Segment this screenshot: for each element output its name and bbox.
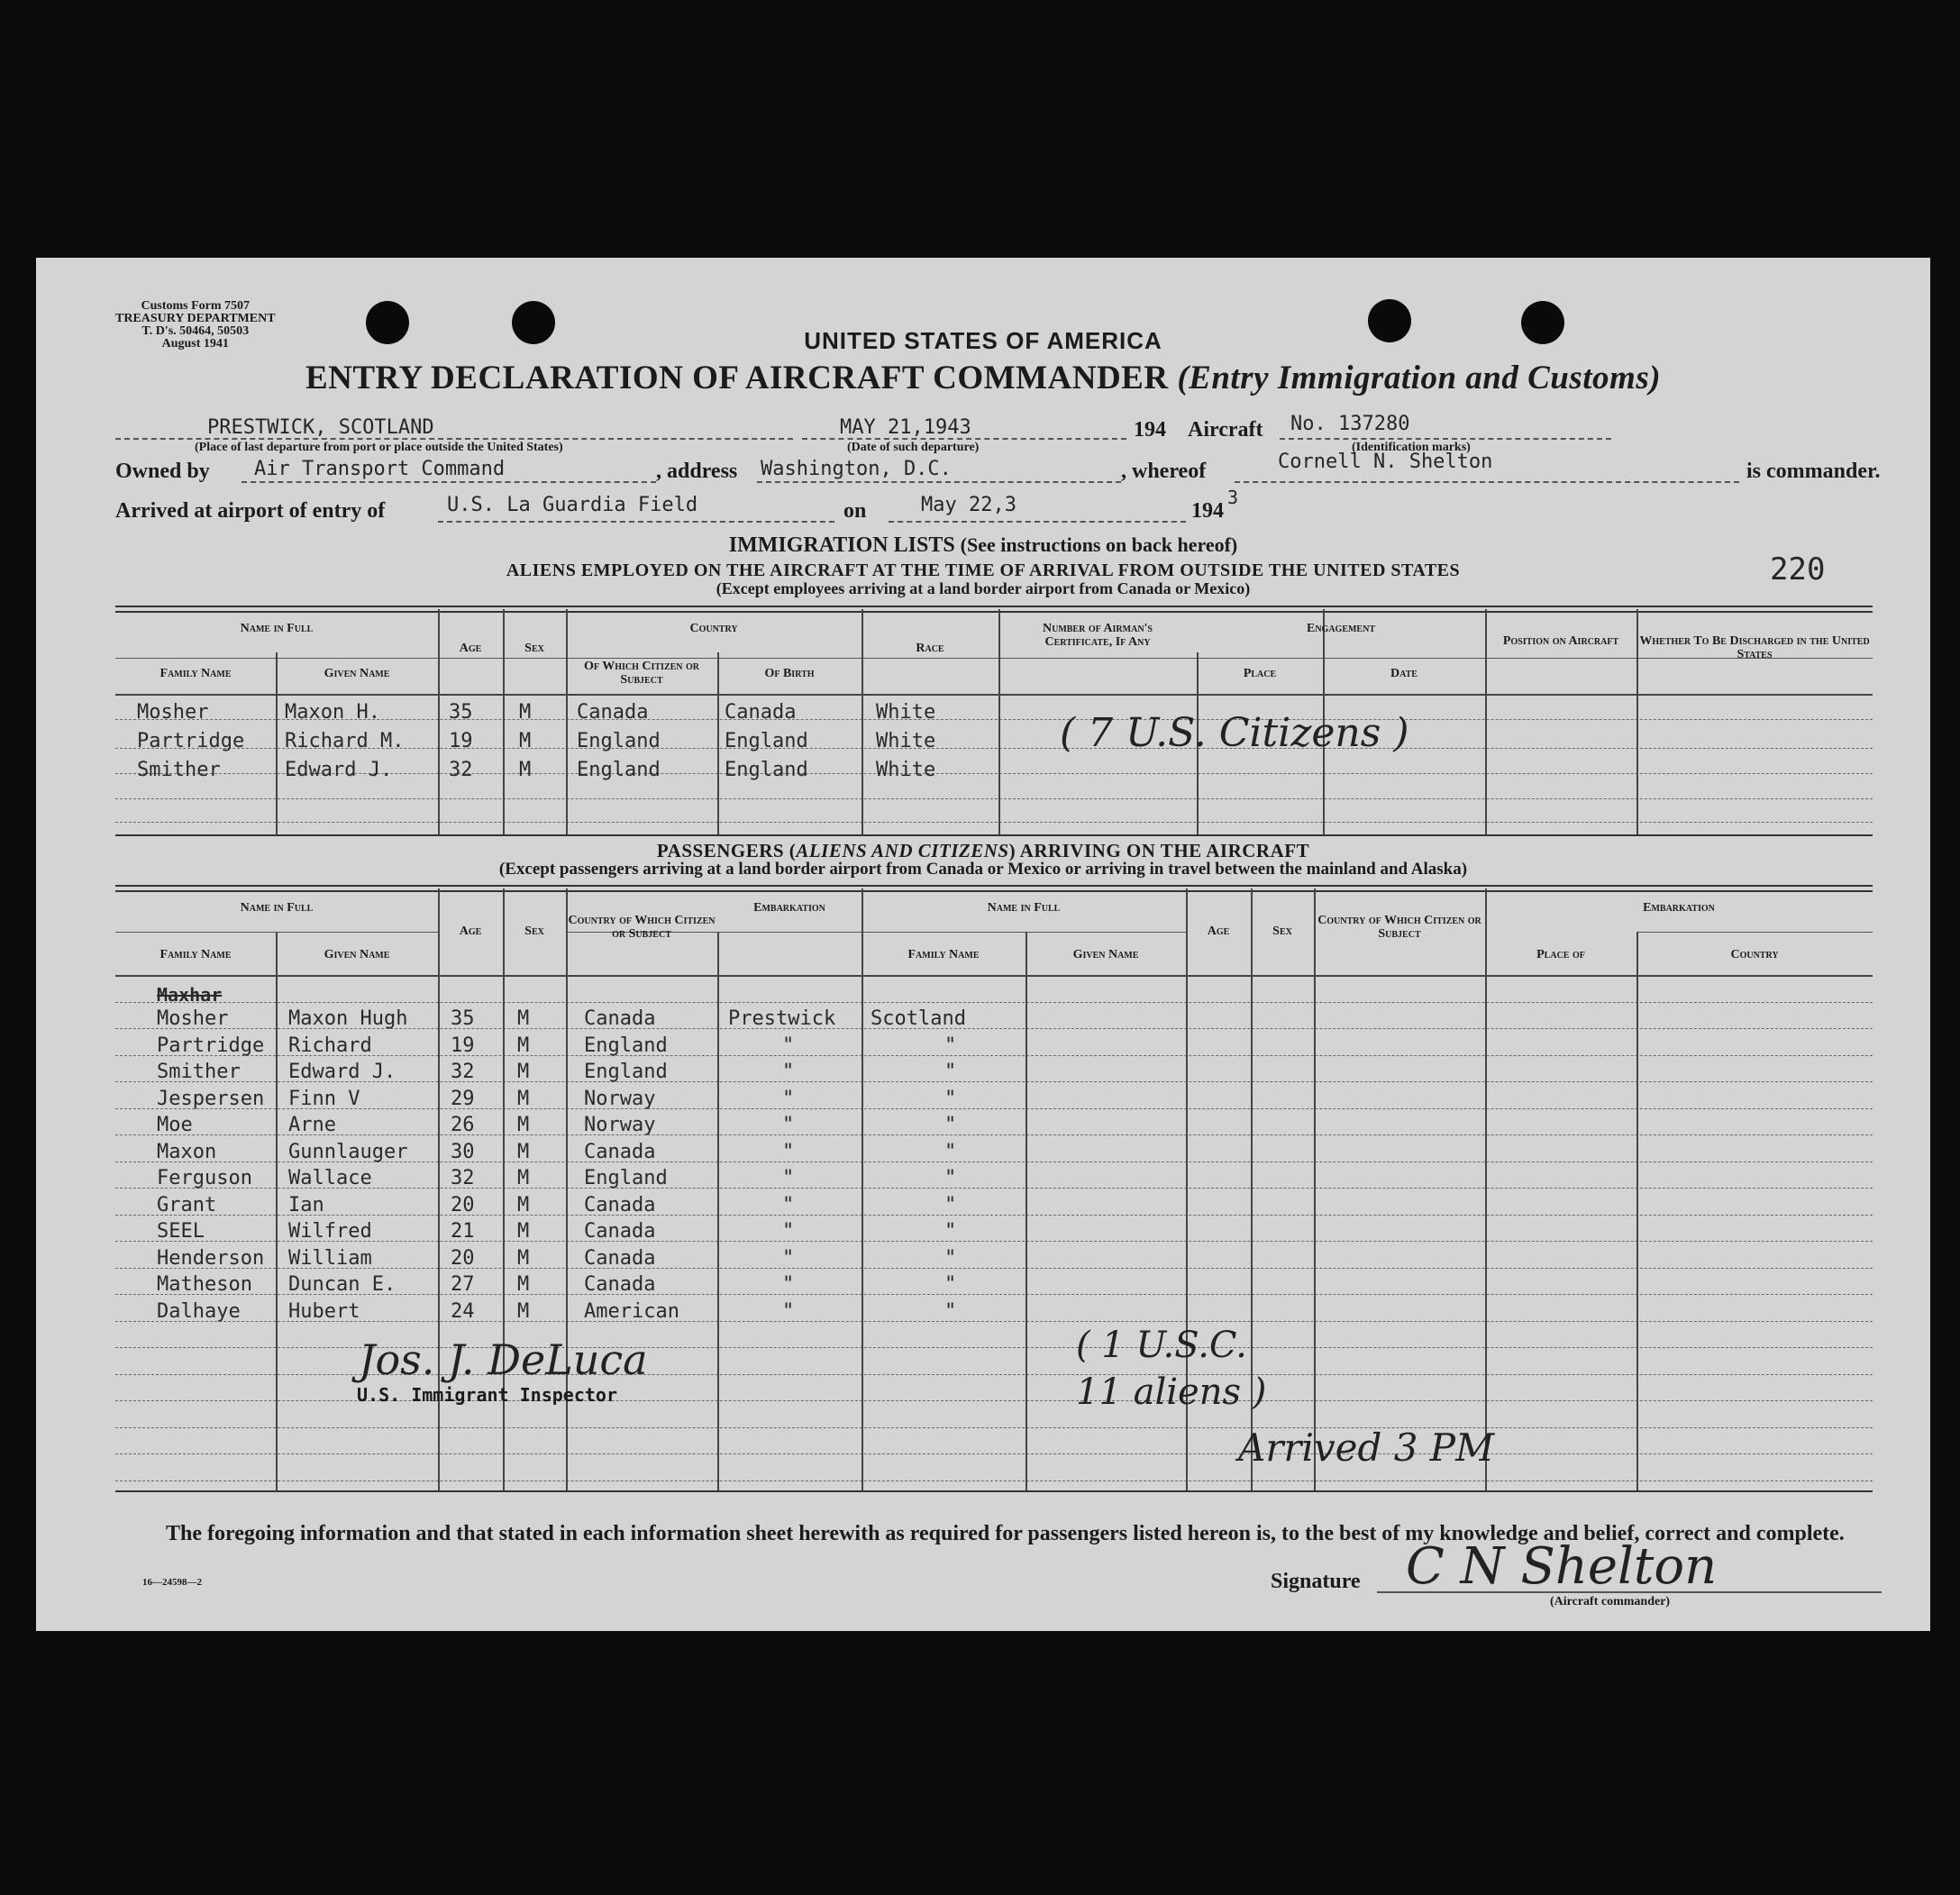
passenger-age-cell: 32 xyxy=(451,1061,475,1083)
passenger-place-cell: " xyxy=(782,1299,795,1323)
title-paren: (Entry Immigration and Customs) xyxy=(1177,360,1662,396)
passenger-place-cell: " xyxy=(782,1034,795,1057)
passenger-sex-cell: M xyxy=(517,1087,530,1110)
print-code: 16—24598—2 xyxy=(142,1577,202,1588)
crew-age-cell: 32 xyxy=(449,759,473,781)
immigration-subtitle-note: (Except employees arriving at a land border airport from Canada or Mexico) xyxy=(716,579,1251,597)
address-label: , address xyxy=(656,460,738,483)
passenger-citizen-cell: Canada xyxy=(584,1220,656,1243)
passenger-given-cell: Gunnlauger xyxy=(288,1140,408,1163)
arrival-airport: U.S. La Guardia Field xyxy=(447,494,698,516)
pass-hdr-sex-2: Sex xyxy=(1272,925,1292,938)
departure-place-caption: (Place of last departure from port or place outside the United States) xyxy=(195,441,563,454)
passenger-age-cell: 20 xyxy=(451,1193,475,1216)
pass-hdr-sex: Sex xyxy=(524,925,544,938)
arrival-date: May 22,3 xyxy=(921,494,1016,516)
passenger-place-cell: Prestwick xyxy=(728,1007,836,1030)
passenger-place-cell: " xyxy=(782,1246,795,1270)
crew-hdr-position: Position on Aircraft xyxy=(1502,634,1619,648)
passenger-place-cell: " xyxy=(782,1087,795,1110)
pass-hdr-place-2: Place of xyxy=(1536,948,1585,961)
crew-hdr-birth: Of Birth xyxy=(764,667,815,680)
passenger-sex-cell: M xyxy=(517,1007,530,1030)
passenger-given-cell: Maxon Hugh xyxy=(288,1007,408,1030)
passenger-family-cell: Dalhaye xyxy=(157,1299,241,1323)
passenger-given-cell: Duncan E. xyxy=(288,1273,397,1296)
passenger-place-cell: " xyxy=(782,1193,795,1216)
passenger-age-cell: 19 xyxy=(451,1034,475,1057)
passenger-country-cell: " xyxy=(944,1193,957,1216)
passenger-place-cell: " xyxy=(782,1167,795,1189)
passenger-citizen-cell: Canada xyxy=(584,1140,656,1163)
crew-hdr-name: Name in Full xyxy=(240,622,314,635)
pass-hdr-family-2: Family Name xyxy=(907,948,980,961)
passenger-family-cell: SEEL xyxy=(157,1220,205,1243)
immigration-title-main: IMMIGRATION LISTS xyxy=(728,533,955,557)
passenger-country-cell: " xyxy=(944,1220,957,1243)
page-number: 220 xyxy=(1770,551,1826,588)
crew-hdr-eng-date: Date xyxy=(1390,667,1418,680)
passenger-family-cell: Mosher xyxy=(157,1007,229,1030)
passenger-age-cell: 21 xyxy=(451,1220,475,1243)
departure-year: 194 xyxy=(1134,418,1166,442)
crew-hdr-family: Family Name xyxy=(160,667,232,680)
departure-date-caption: (Date of such departure) xyxy=(847,441,980,454)
crew-sex-cell: M xyxy=(519,701,532,724)
passenger-given-cell: Richard xyxy=(288,1034,372,1057)
departure-date: MAY 21,1943 xyxy=(840,416,971,439)
crew-hdr-race: Race xyxy=(916,642,944,655)
signature-label: Signature xyxy=(1271,1570,1361,1593)
passenger-age-cell: 32 xyxy=(451,1167,475,1189)
crew-hdr-eng-place: Place xyxy=(1243,667,1277,680)
passenger-place-cell: " xyxy=(782,1140,795,1163)
passenger-citizen-cell: Canada xyxy=(584,1273,656,1296)
crew-age-cell: 35 xyxy=(449,701,473,724)
passenger-country-cell: " xyxy=(944,1299,957,1323)
title-main: ENTRY DECLARATION OF AIRCRAFT COMMANDER xyxy=(305,360,1169,396)
passenger-citizen-cell: England xyxy=(584,1061,668,1083)
crew-given-cell: Edward J. xyxy=(285,759,393,781)
passenger-age-cell: 20 xyxy=(451,1246,475,1270)
passenger-sex-cell: M xyxy=(517,1299,530,1323)
annotation-count-1: ( 1 U.S.C. xyxy=(1076,1325,1247,1366)
passenger-family-cell: Jespersen xyxy=(157,1087,265,1110)
passenger-place-cell: " xyxy=(782,1061,795,1083)
crew-race-cell: White xyxy=(876,759,936,781)
passenger-given-cell: Wallace xyxy=(288,1167,372,1189)
passenger-given-cell: Hubert xyxy=(288,1299,360,1323)
passenger-age-cell: 27 xyxy=(451,1273,475,1296)
crew-hdr-citizen: Of Which Citizen or Subject xyxy=(583,660,700,687)
crew-hdr-engagement: Engagement xyxy=(1306,622,1375,635)
passenger-citizen-cell: Norway xyxy=(584,1114,656,1136)
crew-sex-cell: M xyxy=(519,730,532,752)
crew-birth-cell: Canada xyxy=(725,701,797,724)
crew-race-cell: White xyxy=(876,701,936,724)
arrival-year: 194 xyxy=(1191,499,1224,523)
crew-citizen-cell: England xyxy=(577,730,661,752)
passenger-country-cell: " xyxy=(944,1034,957,1057)
commander-value: Cornell N. Shelton xyxy=(1278,451,1493,473)
passenger-country-cell: " xyxy=(944,1061,957,1083)
immigration-subtitle: ALIENS EMPLOYED ON THE AIRCRAFT AT THE TIME OF ARRIVAL FROM OUTSIDE THE UNITED STATES xyxy=(506,560,1461,580)
passenger-family-cell: Ferguson xyxy=(157,1167,252,1189)
departure-place: PRESTWICK, SCOTLAND xyxy=(207,416,434,439)
passenger-age-cell: 29 xyxy=(451,1087,475,1110)
passenger-family-cell: Matheson xyxy=(157,1273,252,1296)
passenger-family-cell: Maxon xyxy=(157,1140,217,1163)
crew-hdr-country: Country xyxy=(689,622,738,635)
form-date: August 1941 xyxy=(161,337,229,351)
crew-hdr-discharged: Whether To Be Discharged in the United States xyxy=(1639,634,1870,661)
passenger-family-cell: Grant xyxy=(157,1193,217,1216)
crew-given-cell: Maxon H. xyxy=(285,701,380,724)
passenger-citizen-cell: Canada xyxy=(584,1193,656,1216)
passenger-sex-cell: M xyxy=(517,1220,530,1243)
passenger-place-cell: " xyxy=(782,1220,795,1243)
arrival-year-digit: 3 xyxy=(1227,487,1239,508)
inspector-signature: Jos. J. DeLuca xyxy=(359,1335,648,1384)
passenger-table xyxy=(115,885,1873,1516)
passenger-family-cell: Smither xyxy=(157,1061,241,1083)
pass-hdr-citizen: Country of Which Citizen or Subject xyxy=(568,914,716,941)
department: TREASURY DEPARTMENT xyxy=(115,312,276,325)
crew-family-cell: Mosher xyxy=(137,701,209,724)
aircraft-caption: (Identification marks) xyxy=(1352,441,1471,454)
pass-hdr-given-2: Given Name xyxy=(1072,948,1139,961)
pass-hdr-embarkation: Embarkation xyxy=(753,901,825,915)
passenger-age-cell: 30 xyxy=(451,1140,475,1163)
passenger-sex-cell: M xyxy=(517,1140,530,1163)
passenger-citizen-cell: American xyxy=(584,1299,679,1323)
country-heading: UNITED STATES OF AMERICA xyxy=(804,327,1162,354)
immigration-title xyxy=(36,533,1930,558)
crew-birth-cell: England xyxy=(725,730,808,752)
passenger-sex-cell: M xyxy=(517,1246,530,1270)
aircraft-number: No. 137280 xyxy=(1290,413,1410,435)
passengers-title-post: ) ARRIVING ON THE AIRCRAFT xyxy=(1008,840,1310,861)
passenger-family-cell: Partridge xyxy=(157,1034,265,1057)
passenger-place-cell: " xyxy=(782,1114,795,1136)
crew-hdr-sex: Sex xyxy=(524,642,544,655)
annotation-count-2: 11 aliens ) xyxy=(1076,1371,1267,1413)
crew-citizen-cell: England xyxy=(577,759,661,781)
crew-sex-cell: M xyxy=(519,759,532,781)
crew-citizen-cell: Canada xyxy=(577,701,649,724)
crew-given-cell: Richard M. xyxy=(285,730,405,752)
passenger-family-cell: Henderson xyxy=(157,1246,265,1270)
passenger-country-cell: " xyxy=(944,1114,957,1136)
crew-race-cell: White xyxy=(876,730,936,752)
immigration-title-note: (See instructions on back hereof) xyxy=(960,533,1238,556)
passenger-citizen-cell: England xyxy=(584,1034,668,1057)
commander-suffix: is commander. xyxy=(1746,460,1881,483)
passenger-country-cell: " xyxy=(944,1087,957,1110)
pass-hdr-age: Age xyxy=(459,925,482,938)
passenger-family-cell: Moe xyxy=(157,1114,193,1136)
declaration-text: The foregoing information and that stated in each information sheet herewith as required for passengers listed hereon is, to the best of my knowledge and belief, correct and complete. xyxy=(166,1522,1845,1545)
passenger-sex-cell: M xyxy=(517,1061,530,1083)
passenger-sex-cell: M xyxy=(517,1193,530,1216)
arrival-on-label: on xyxy=(843,499,867,523)
pass-hdr-embarkation-2: Embarkation xyxy=(1643,901,1715,915)
pass-hdr-name: Name in Full xyxy=(240,901,314,915)
passenger-citizen-cell: Canada xyxy=(584,1246,656,1270)
passenger-given-cell: William xyxy=(288,1246,372,1270)
passenger-given-cell: Arne xyxy=(288,1114,336,1136)
aircraft-label: Aircraft xyxy=(1188,418,1263,442)
crew-annotation: ( 7 U.S. Citizens ) xyxy=(1060,710,1409,756)
crew-hdr-certificate: Number of Airman's Certificate, If Any xyxy=(1042,622,1153,649)
passenger-struck-entry: Maxhar xyxy=(157,984,223,1006)
crew-age-cell: 19 xyxy=(449,730,473,752)
passenger-sex-cell: M xyxy=(517,1167,530,1189)
commander-signature: C N Shelton xyxy=(1406,1537,1718,1596)
inspector-title: U.S. Immigrant Inspector xyxy=(357,1384,617,1406)
passenger-sex-cell: M xyxy=(517,1114,530,1136)
crew-family-cell: Smither xyxy=(137,759,221,781)
passengers-title-italic: ALIENS AND CITIZENS xyxy=(796,840,1009,861)
passenger-given-cell: Edward J. xyxy=(288,1061,397,1083)
passenger-country-cell: " xyxy=(944,1273,957,1296)
form-number: Customs Form 7507 xyxy=(141,299,251,313)
signature-caption: (Aircraft commander) xyxy=(1550,1595,1671,1608)
pass-hdr-country-2: Country xyxy=(1730,948,1779,961)
passenger-age-cell: 26 xyxy=(451,1114,475,1136)
passenger-sex-cell: M xyxy=(517,1034,530,1057)
pass-hdr-given: Given Name xyxy=(324,948,390,961)
pass-hdr-name-2: Name in Full xyxy=(987,901,1061,915)
crew-hdr-given: Given Name xyxy=(324,667,390,680)
owner-value: Air Transport Command xyxy=(254,458,506,480)
passenger-age-cell: 24 xyxy=(451,1299,475,1323)
passenger-country-cell: " xyxy=(944,1167,957,1189)
pass-hdr-age-2: Age xyxy=(1207,925,1230,938)
passenger-place-cell: " xyxy=(782,1273,795,1296)
crew-hdr-age: Age xyxy=(459,642,482,655)
form-paper xyxy=(36,258,1930,1631)
arrived-label: Arrived at airport of entry of xyxy=(115,499,386,523)
passenger-sex-cell: M xyxy=(517,1273,530,1296)
passenger-given-cell: Wilfred xyxy=(288,1220,372,1243)
passenger-country-cell: Scotland xyxy=(871,1007,966,1030)
passenger-country-cell: " xyxy=(944,1246,957,1270)
address-value: Washington, D.C. xyxy=(761,458,952,480)
crew-table xyxy=(115,606,1873,836)
pass-hdr-citizen-2: Country of Which Citizen or Subject xyxy=(1317,914,1481,941)
passenger-citizen-cell: England xyxy=(584,1167,668,1189)
passengers-title-pre: PASSENGERS ( xyxy=(656,840,797,861)
passenger-citizen-cell: Norway xyxy=(584,1087,656,1110)
treasury-decisions: T. D's. 50464, 50503 xyxy=(141,324,250,338)
pass-hdr-family: Family Name xyxy=(160,948,232,961)
crew-birth-cell: England xyxy=(725,759,808,781)
whereof-label: , whereof xyxy=(1121,460,1207,483)
passenger-citizen-cell: Canada xyxy=(584,1007,656,1030)
passengers-note: (Except passengers arriving at a land border airport from Canada or Mexico or arriving in travel between the mainland and Alaska) xyxy=(498,860,1468,879)
passenger-age-cell: 35 xyxy=(451,1007,475,1030)
owned-by-label: Owned by xyxy=(115,460,210,483)
passenger-given-cell: Ian xyxy=(288,1193,324,1216)
passenger-given-cell: Finn V xyxy=(288,1087,360,1110)
annotation-arrived: Arrived 3 PM xyxy=(1238,1426,1495,1470)
form-title xyxy=(36,359,1930,397)
crew-family-cell: Partridge xyxy=(137,730,245,752)
passenger-country-cell: " xyxy=(944,1140,957,1163)
